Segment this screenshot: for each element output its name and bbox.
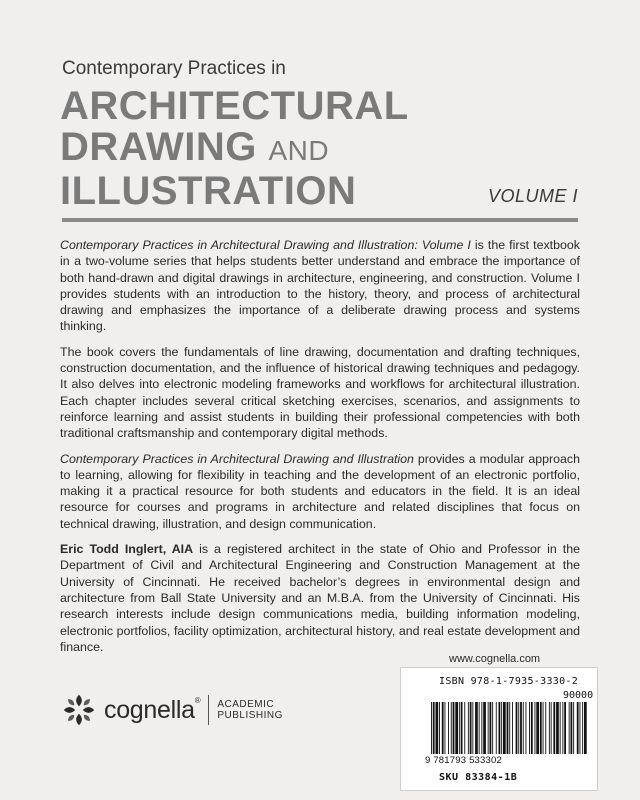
- tagline-line-2: PUBLISHING: [217, 710, 283, 721]
- barcode-bar: [507, 702, 509, 754]
- barcode-bar: [442, 702, 444, 754]
- paragraph-3-text: provides a modular approach to learning, allowing for flexibility in teaching and the development of an electronic portfolio, making it a practical resource for both students and educators in the field. It is an ideal resource for courses and programs in architecture and related disciplines that focus on technical drawing, illustration, and design communication.: [60, 451, 580, 531]
- paragraph-1-italic: Contemporary Practices in Architectural Drawing and Illustration: Volume I: [60, 238, 471, 252]
- barcode-bar: [451, 702, 452, 754]
- sku-text: SKU 83384-1B: [439, 772, 518, 783]
- barcode-bar: [582, 702, 583, 754]
- barcode-bar: [479, 702, 480, 754]
- barcode-bar: [543, 702, 544, 754]
- barcode-bar: [455, 702, 458, 754]
- barcode-bar: [551, 702, 552, 754]
- barcode-bar: [556, 702, 559, 754]
- cognella-logo-icon: [60, 691, 98, 729]
- barcode-bar: [518, 702, 519, 754]
- barcode-bar: [501, 702, 502, 754]
- barcode-bar: [499, 702, 501, 754]
- publisher-tagline: [217, 699, 283, 721]
- barcode-bar: [445, 702, 446, 754]
- barcode-bar: [433, 702, 435, 754]
- paragraph-3-italic: Contemporary Practices in Architectural Drawing and Illustration: [60, 451, 414, 466]
- barcode-bar: [453, 702, 455, 754]
- title-line-2: [60, 127, 409, 171]
- barcode-bar: [492, 702, 493, 754]
- barcode-bar: [448, 702, 449, 754]
- tagline-line-1: ACADEMIC: [217, 699, 275, 710]
- barcode-bar: [529, 702, 530, 754]
- description: [60, 237, 580, 664]
- barcode-bar: [584, 702, 587, 754]
- price-code: 90000: [563, 690, 594, 701]
- barcode-bar: [573, 702, 574, 754]
- barcode-bar: [509, 702, 510, 754]
- barcode-bar: [562, 702, 563, 754]
- barcode-bar: [560, 702, 561, 754]
- barcode-bar: [459, 702, 460, 754]
- logo-separator: [208, 695, 209, 725]
- barcode-bar: [488, 702, 489, 754]
- barcode-bar: [468, 702, 469, 754]
- title-divider: [62, 218, 578, 222]
- barcode-bar: [464, 702, 465, 754]
- barcode-bar: [545, 702, 546, 754]
- barcode-bar: [577, 702, 579, 754]
- publisher-name-text: cognella: [104, 695, 195, 724]
- barcode-bar: [523, 702, 524, 754]
- author-bio: [60, 541, 580, 655]
- paragraph-3: [60, 451, 580, 532]
- author-name: Eric Todd Inglert, AIA: [60, 542, 194, 557]
- book-title: [60, 86, 409, 212]
- barcode-bar: [490, 702, 492, 754]
- barcode-bar: [475, 702, 478, 754]
- barcode-bar: [540, 702, 542, 754]
- barcode-bars: [431, 702, 587, 754]
- barcode-bar: [439, 702, 440, 754]
- barcode-bar: [461, 702, 463, 754]
- ean-number: 9 781793 533302: [425, 755, 502, 766]
- barcode-bar: [569, 702, 570, 754]
- author-bio-text: is a registered architect in the state of Ohio and Professor in the Department of Civil and Architectural Engineering and Construction Management at the University of Cincinnati. He received bachelor’s degrees in environmental design and architecture from Ball State University and an M.B.A. from the University of Cincinnati. His research interests include design communications media, building information modeling, electronic portfolios, facility optimization, architectural history, and real estate development and finance.: [60, 542, 580, 654]
- title-line-2-and: AND: [268, 135, 330, 166]
- barcode-bar: [483, 702, 486, 754]
- paragraph-1-text: is the first textbook in a two-volume series that helps students better understand and embrace the importance of both hand-drawn and digital drawings in architecture, engineering, and construction. Volume I provides students with an introduction to the history, theory, and process of architectural drawing and emphasizes the importance of a deliberate drawing process and systems thinking.: [60, 238, 580, 334]
- registered-mark: ®: [194, 695, 201, 705]
- barcode-bar: [520, 702, 522, 754]
- barcode-bar: [470, 702, 472, 754]
- barcode-bar: [535, 702, 536, 754]
- barcode-bar: [481, 702, 482, 754]
- barcode-panel: [400, 667, 598, 791]
- barcode-bar: [472, 702, 473, 754]
- barcode-bar: [431, 702, 432, 754]
- barcode-bar: [571, 702, 573, 754]
- barcode-bar: [580, 702, 581, 754]
- paragraph-1: [60, 237, 580, 335]
- publisher-logo: [60, 690, 283, 730]
- isbn-text: ISBN 978-1-7935-3330-2: [439, 676, 579, 687]
- barcode-bar: [564, 702, 566, 754]
- paragraph-2: The book covers the fundamentals of line drawing, documentation and drafting techniques, construction documentation, and the influence of historical drawing techniques and pedagogy. It also delves into electronic modeling frameworks and workflows for architectural illustration. Each chapter includes several critical sketching exercises, scenarios, and assignments to reinforce learning and assist students in building their professional competencies with both traditional craftsmanship and contemporary digital methods.: [60, 344, 580, 441]
- barcode-bar: [549, 702, 550, 754]
- barcode-bar: [503, 702, 506, 754]
- barcode-bar: [496, 702, 497, 754]
- publisher-name: [104, 696, 200, 725]
- series-title: Contemporary Practices in: [62, 58, 286, 79]
- barcode-bar: [553, 702, 555, 754]
- volume-label: VOLUME I: [487, 186, 578, 206]
- title-line-3: ILLUSTRATION: [60, 169, 357, 213]
- barcode-bar: [512, 702, 513, 754]
- title-line-1: ARCHITECTURAL: [60, 84, 409, 128]
- barcode-bar: [536, 702, 539, 754]
- title-line-2-main: DRAWING: [60, 125, 257, 169]
- barcode-bar: [526, 702, 527, 754]
- barcode-bar: [436, 702, 439, 754]
- publisher-url: www.cognella.com: [449, 653, 541, 665]
- barcode-bar: [516, 702, 518, 754]
- barcode-bar: [531, 702, 533, 754]
